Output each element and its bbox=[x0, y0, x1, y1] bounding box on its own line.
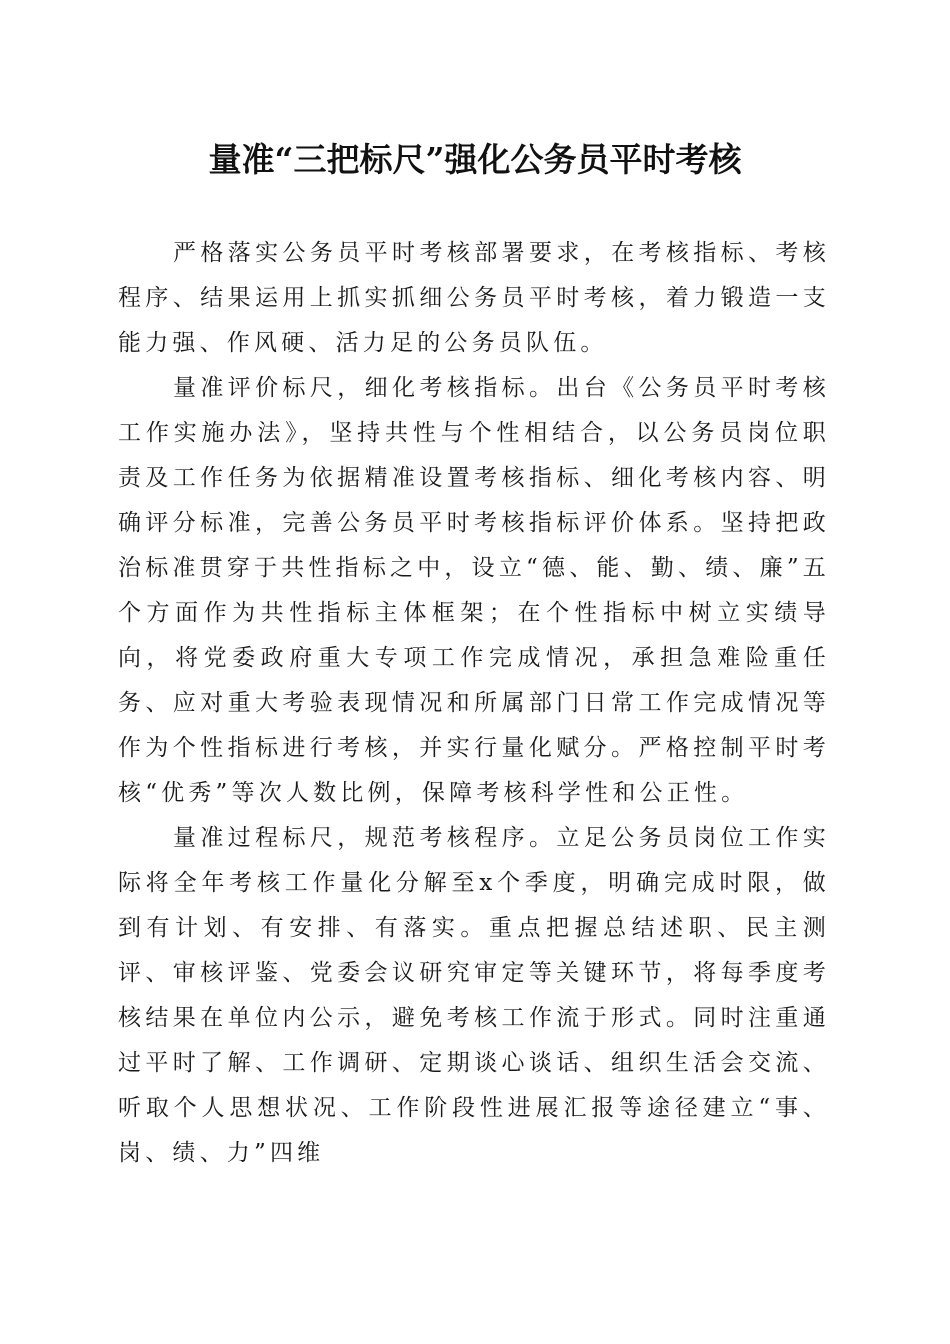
paragraph-evaluation-standard: 量准评价标尺，细化考核指标。出台《公务员平时考核工作实施办法》，坚持共性与个性相结合，以公务员岗位职责及工作任务为依据精准设置考核指标、细化考核内容、明确评分标准，完善公务员平时考核指标评价体系。坚持把政治标准贯穿于共性指标之中，设立“德、能、勤、绩、廉”五个方面作为共性指标主体框架；在个性指标中树立实绩导向，将党委政府重大专项工作完成情况，承担急难险重任务、应对重大考验表现情况和所属部门日常工作完成情况等作为个性指标进行考核，并实行量化赋分。严格控制平时考核“优秀”等次人数比例，保障考核科学性和公正性。 bbox=[118, 375, 830, 806]
document-title: 量准“三把标尺”强化公务员平时考核 bbox=[208, 140, 742, 179]
paragraph-process-standard: 量准过程标尺，规范考核程序。立足公务员岗位工作实际将全年考核工作量化分解至x个季度，明确完成时限，做到有计划、有安排、有落实。重点把握总结述职、民主测评、审核评鉴、党委会议研究审定等关键环节，将每季度考核结果在单位内公示，避免考核工作流于形式。同时注重通过平时了解、工作调研、定期谈心谈话、组织生活会交流、听取个人思想状况、工作阶段性进展汇报等途径建立“事、岗、绩、力”四维 bbox=[118, 825, 830, 1166]
document-body bbox=[118, 231, 830, 1176]
paragraph-intro: 严格落实公务员平时考核部署要求，在考核指标、考核程序、结果运用上抓实抓细公务员平时考核，着力锻造一支能力强、作风硬、活力足的公务员队伍。 bbox=[118, 240, 830, 356]
